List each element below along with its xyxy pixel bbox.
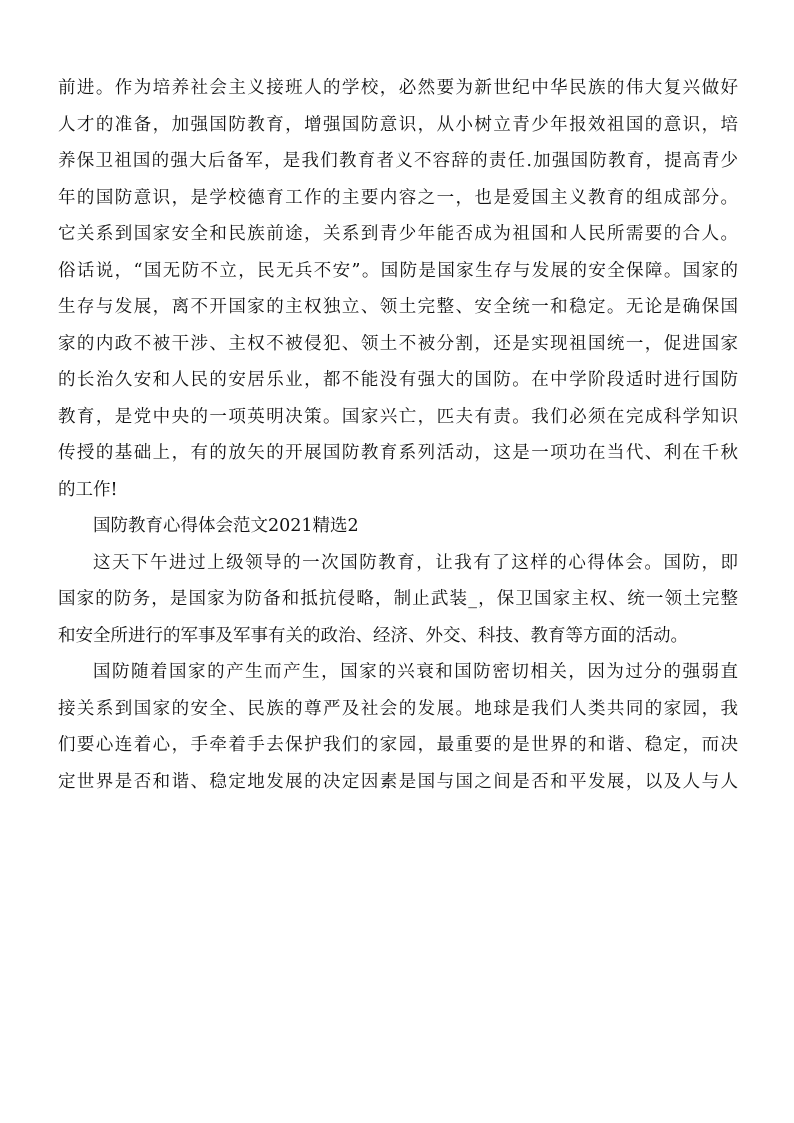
- document-page: [58, 70, 738, 800]
- text-line: 和安全所进行的军事及军事有关的政治、经济、外交、科技、教育等方面的活动。: [58, 625, 688, 646]
- text-line: 家的内政不被干涉、主权不被侵犯、领土不被分割，还是实现祖国统一，促进国家: [58, 333, 738, 354]
- text-line: 这天下午进过上级领导的一次国防教育，让我有了这样的心得体会。国防，即: [93, 552, 738, 573]
- paragraph-2: [58, 545, 738, 655]
- text-line: 接关系到国家的安全、民族的尊严及社会的发展。地球是我们人类共同的家园，我: [58, 698, 738, 719]
- text-line: 们要心连着心，手牵着手去保护我们的家园，最重要的是世界的和谐、稳定，而决: [58, 735, 738, 755]
- text-line: 教育，是党中央的一项英明决策。国家兴亡，匹夫有责。我们必须在完成科学知识: [58, 406, 738, 427]
- text-line: 的工作!: [58, 479, 118, 500]
- text-line: 养保卫祖国的强大后备军，是我们教育者义不容辞的责任.加强国防教育，提高青少: [58, 151, 738, 171]
- text-line: 定世界是否和谐、稳定地发展的决定因素是国与国之间是否和平发展，以及人与人: [58, 771, 738, 792]
- text-line: 俗话说，“国无防不立，民无兵不安”。国防是国家生存与发展的安全保障。国家的: [58, 260, 738, 281]
- text-line: 它关系到国家安全和民族前途，关系到青少年能否成为祖国和人民所需要的合人。: [58, 224, 738, 244]
- text-line: 人才的准备，加强国防教育，增强国防意识，从小树立青少年报效祖国的意识，培: [58, 114, 738, 135]
- text-line: 的长治久安和人民的安居乐业，都不能没有强大的国防。在中学阶段适时进行国防: [58, 370, 738, 390]
- text-line: 国家的防务，是国家为防备和抵抗侵略，制止武装_，保卫国家主权、统一领土完整: [58, 589, 738, 609]
- paragraph-3: [58, 654, 738, 800]
- paragraph-1: [58, 70, 738, 508]
- text-line: 前进。作为培养社会主义接班人的学校，必然要为新世纪中华民族的伟大复兴做好: [58, 78, 738, 98]
- text-line: 传授的基础上，有的放矢的开展国防教育系列活动，这是一项功在当代、利在千秋: [58, 443, 738, 463]
- text-line: 国防随着国家的产生而产生，国家的兴衰和国防密切相关，因为过分的强弱直: [93, 662, 738, 682]
- section-title: 国防教育心得体会范文2021精选2: [93, 516, 359, 536]
- text-line: 年的国防意识，是学校德育工作的主要内容之一，也是爱国主义教育的组成部分。: [58, 187, 738, 208]
- text-line: 生存与发展，离不开国家的主权独立、领土完整、安全统一和稳定。无论是确保国: [58, 297, 738, 317]
